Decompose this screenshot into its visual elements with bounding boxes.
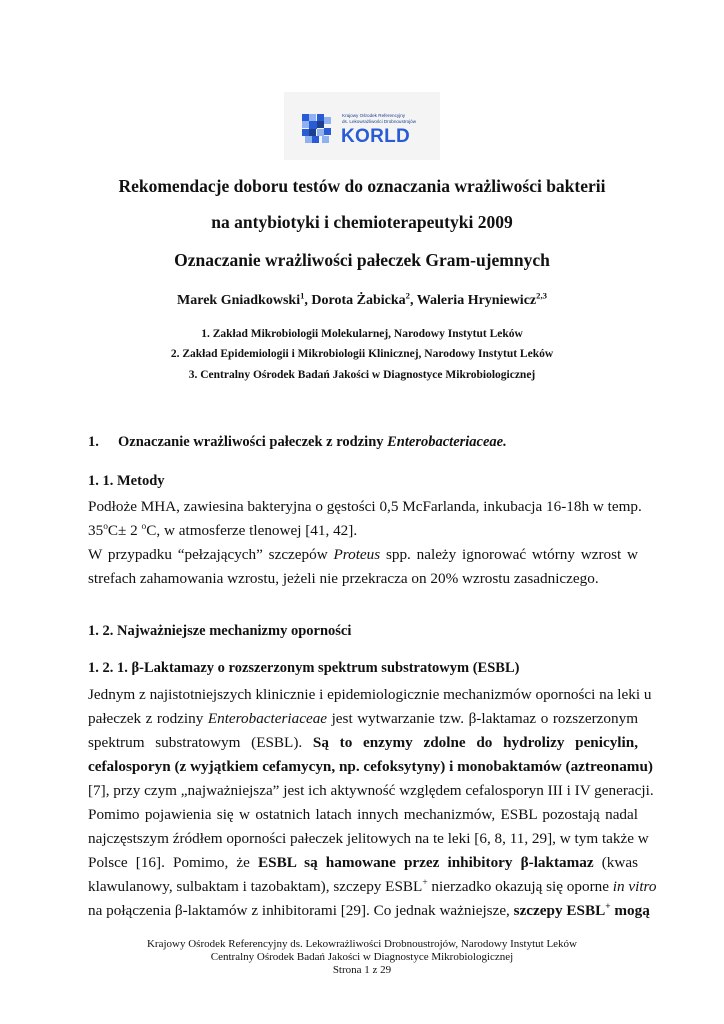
- bold-span: ESBL są hamowane przez inhibitory β-laktamaz: [258, 854, 594, 871]
- text-line: [7], przy czym „najważniejsza” jest ich aktywność względem cefalosporyn III i IV generacji.: [88, 782, 654, 799]
- mechanizmy-heading: 1. 2. Najważniejsze mechanizmy oporności: [88, 623, 352, 639]
- text-span: jest wytwarzanie tzw. β-laktamaz o rozszerzonym: [327, 710, 639, 727]
- esbl-paragraph: [88, 683, 657, 923]
- author-separator: ,: [304, 293, 312, 308]
- text-line: [88, 851, 638, 875]
- text-span: C, w atmosferze tlenowej [41, 42].: [146, 522, 358, 539]
- text-line: [88, 899, 650, 923]
- text-line: Podłoże MHA, zawiesina bakteryjna o gęstości 0,5 McFarlanda, inkubacja 16-18h w temp.: [88, 498, 642, 515]
- title-line-3: Oznaczanie wrażliwości pałeczek Gram-ujemnych: [174, 250, 550, 270]
- bold-span: Są to enzymy zdolne do hydrolizy penicylin,: [312, 734, 638, 751]
- text-span: (kwas: [593, 854, 638, 871]
- affiliation-2: 2. Zakład Epidemiologii i Mikrobiologii Klinicznej, Narodowy Instytut Leków: [170, 348, 554, 360]
- footer: [0, 938, 724, 977]
- italic-span: in vitro: [612, 878, 657, 895]
- text-line: strefach zahamowania wzrostu, jeżeli nie przekracza on 20% wzrostu zasadniczego.: [88, 570, 599, 587]
- text-span: na połączenia β-laktamów z inhibitorami [29]. Co jednak ważniejsze,: [88, 902, 514, 919]
- plus-sup: +: [422, 877, 428, 888]
- text-line: najczęstszym źródłem oporności pałeczek jelitowych na te leki [6, 8, 11, 29], w tym także w: [88, 830, 649, 847]
- title-line-2: na antybiotyki i chemioterapeutyki 2009: [211, 212, 513, 232]
- text-span: spektrum substratowym (ESBL).: [88, 734, 313, 751]
- text-line: [88, 519, 638, 543]
- text-span: nierzadko okazują się oporne: [427, 878, 613, 895]
- esbl-heading: 1. 2. 1. β-Laktamazy o rozszerzonym spektrum substratowym (ESBL): [88, 660, 520, 676]
- metody-paragraph: [88, 495, 642, 591]
- text-line: [88, 543, 638, 567]
- text-line: Pomimo pojawienia się w ostatnich latach innych mechanizmów, ESBL pozostają nadal: [88, 806, 638, 823]
- logo-org-name: [342, 113, 438, 125]
- text-line: [88, 707, 638, 731]
- author-3-affiliation: 2,3: [536, 290, 547, 301]
- text-line: cefalosporyn (z wyjątkiem cefamycyn, np. cefoksytyny) i monobaktamów (aztreonamu): [88, 758, 653, 775]
- bold-span: mogą: [610, 902, 650, 919]
- section-1-number: 1.: [88, 434, 99, 450]
- korld-logo-mark-icon: [302, 114, 332, 144]
- logo-org-line-1: Krajowy Ośrodek Referencyjny: [342, 113, 406, 118]
- text-line: [88, 875, 657, 899]
- text-line: [88, 731, 638, 755]
- degree-sup: o: [141, 521, 147, 532]
- section-1-heading: [88, 434, 507, 451]
- text-span: W przypadku “pełzających” szczepów: [88, 546, 334, 563]
- author-1-affiliation: 1: [300, 290, 305, 301]
- text-span: C± 2: [107, 522, 142, 539]
- italic-span: Proteus: [333, 546, 381, 563]
- text-span: Polsce [16]. Pomimo, że: [88, 854, 259, 871]
- korld-logo: [284, 92, 440, 160]
- text-span: 35: [88, 522, 104, 539]
- section-1-title-italic: Enterobacteriaceae.: [387, 434, 507, 450]
- logo-org-line-2: ds. Lekowrażliwości Drobnoustrojów: [342, 119, 417, 124]
- footer-line-1: Krajowy Ośrodek Referencyjny ds. Lekowrażliwości Drobnoustrojów, Narodowy Instytut Leków: [146, 938, 578, 950]
- text-span: klawulanowy, sulbaktam i tazobaktam), szczepy ESBL: [88, 878, 423, 895]
- title-line-1: Rekomendacje doboru testów do oznaczania wrażliwości bakterii: [118, 176, 606, 196]
- text-line: Jednym z najistotniejszych klinicznie i epidemiologicznie mechanizmów oporności na leki u: [88, 686, 652, 703]
- affiliation-3: 3. Centralny Ośrodek Badań Jakości w Diagnostyce Mikrobiologicznej: [188, 369, 536, 381]
- author-1: Marek Gniadkowski: [177, 293, 301, 308]
- plus-sup: +: [605, 901, 611, 912]
- page-number: Strona 1 z 29: [332, 964, 392, 976]
- section-1-title: Oznaczanie wrażliwości pałeczek z rodziny: [118, 434, 388, 450]
- text-span: pałeczek z rodziny: [88, 710, 208, 727]
- footer-line-2: Centralny Ośrodek Badań Jakości w Diagnostyce Mikrobiologicznej: [210, 951, 514, 963]
- author-2-affiliation: 2: [405, 290, 411, 301]
- text-span: spp. należy ignorować wtórny wzrost w: [380, 546, 638, 563]
- author-3: Waleria Hryniewicz: [416, 293, 537, 308]
- authors-line: [0, 290, 724, 309]
- affiliation-1: 1. Zakład Mikrobiologii Molekularnej, Narodowy Instytut Leków: [201, 328, 523, 340]
- degree-sup: o: [103, 521, 108, 532]
- author-2: Dorota Żabicka: [311, 293, 406, 308]
- metody-heading: 1. 1. Metody: [88, 473, 165, 489]
- bold-span: szczepy ESBL: [513, 902, 606, 919]
- logo-wordmark: KORLD: [341, 126, 411, 147]
- author-separator: ,: [410, 293, 417, 308]
- italic-span: Enterobacteriaceae: [207, 710, 328, 727]
